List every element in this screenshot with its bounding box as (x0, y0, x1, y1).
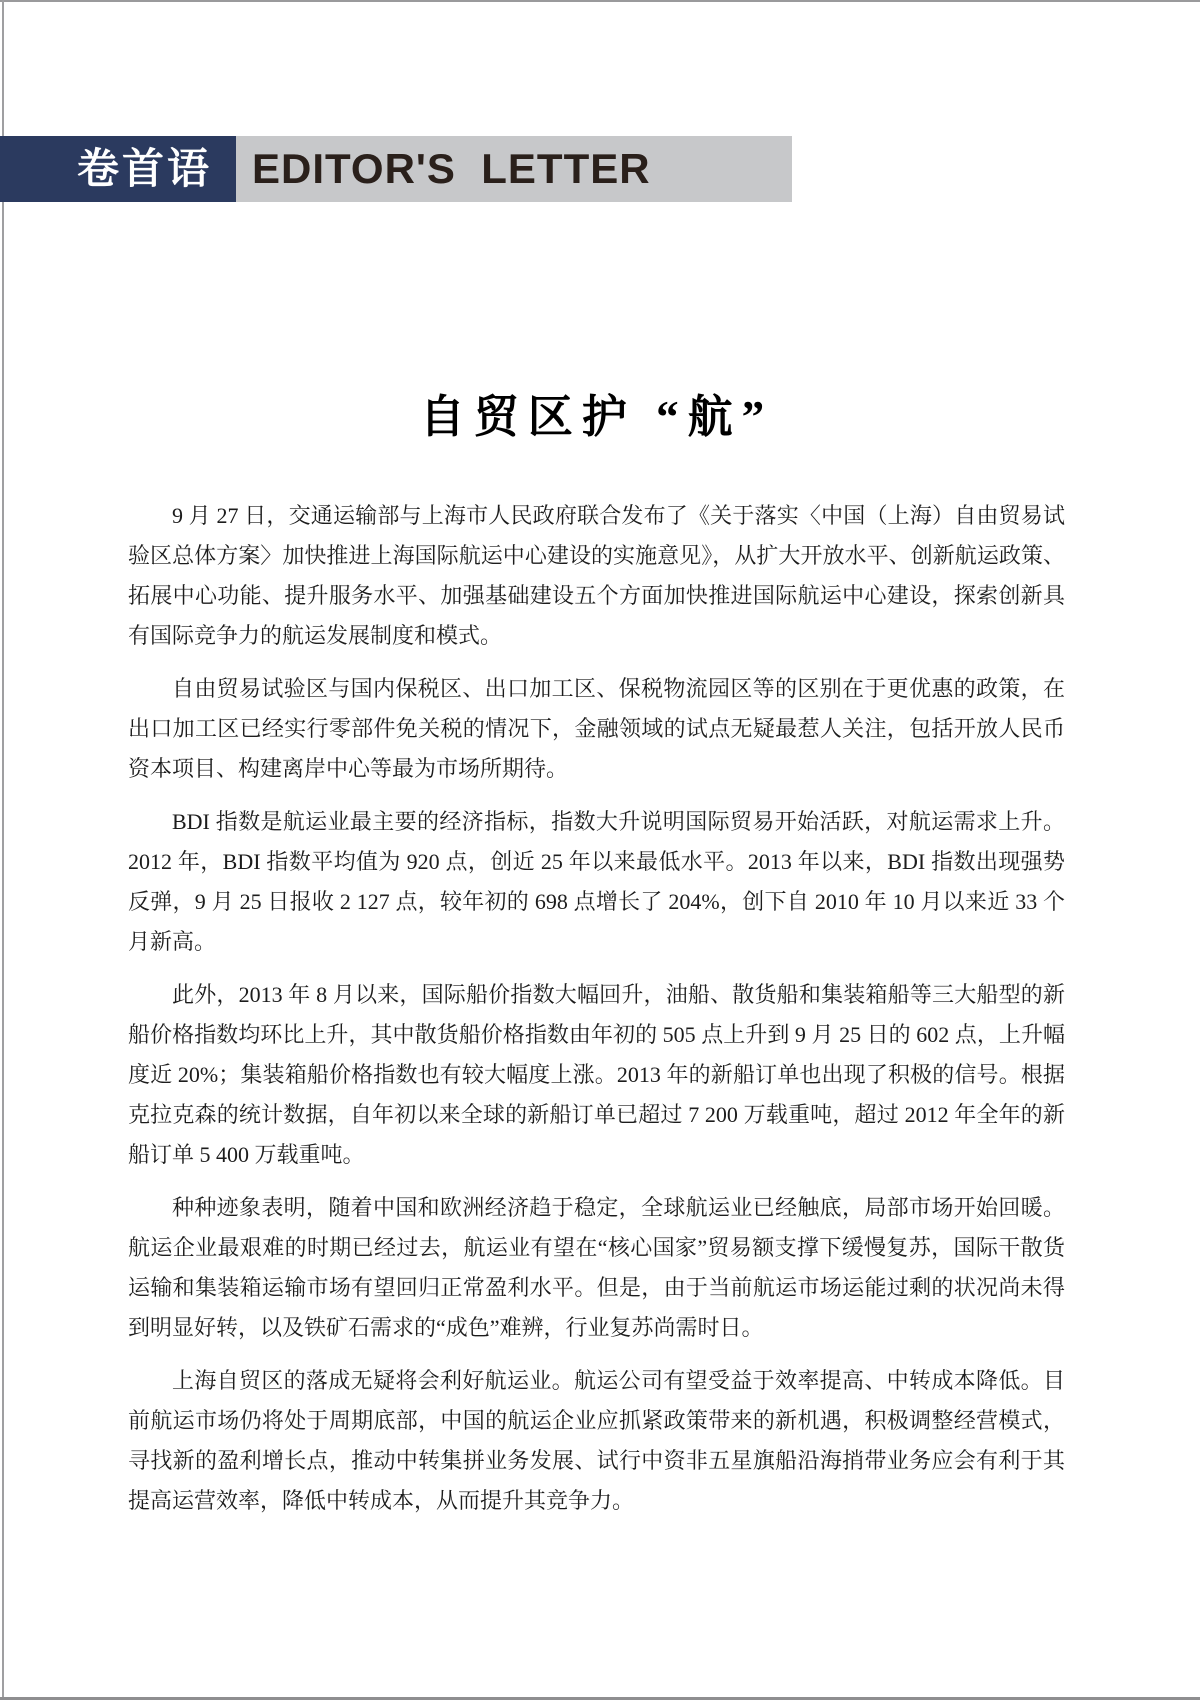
article-paragraph: 上海自贸区的落成无疑将会利好航运业。航运公司有望受益于效率提高、中转成本降低。目前航运市场仍将处于周期底部，中国的航运企业应抓紧政策带来的新机遇，积极调整经营模式，寻找新的盈利增长点，推动中转集拼业务发展、试行中资非五星旗船沿海捎带业务应会有利于其提高运营效率，降低中转成本，从而提升其竞争力。 (128, 1368, 1065, 1513)
section-label-chinese: 卷首语 (0, 136, 236, 202)
section-label-english: EDITOR'S LETTER (236, 136, 792, 202)
article-paragraph: 9 月 27 日，交通运输部与上海市人民政府联合发布了《关于落实〈中国（上海）自由贸易试验区总体方案〉加快推进上海国际航运中心建设的实施意见》，从扩大开放水平、创新航运政策、拓展中心功能、提升服务水平、加强基础建设五个方面加快推进国际航运中心建设，探索创新具有国际竞争力的航运发展制度和模式。 (128, 503, 1065, 648)
section-header-band (0, 136, 792, 202)
page-edge-bottom (0, 1697, 1200, 1700)
article-title: 自贸区护 “航” (419, 392, 774, 442)
page-edge-left (2, 0, 4, 1699)
article-body (128, 496, 1065, 1534)
article-paragraph: 此外，2013 年 8 月以来，国际船价指数大幅回升，油船、散货船和集装箱船等三大船型的新船价格指数均环比上升，其中散货船价格指数由年初的 505 点上升到 9 月 25 日的 602 点，上升幅度近 20%；集装箱船价格指数也有较大幅度上涨。2013 年的新船订单也出现了积极的信号。根据克拉克森的统计数据，自年初以来全球的新船订单已超过 7 200 万载重吨，超过 2012 年全年的新船订单 5 400 万载重吨。 (128, 982, 1065, 1167)
page-edge-top (0, 0, 1200, 2)
article-paragraph: BDI 指数是航运业最主要的经济指标，指数大升说明国际贸易开始活跃，对航运需求上升。2012 年，BDI 指数平均值为 920 点，创近 25 年以来最低水平。2013 年以来，BDI 指数出现强势反弹，9 月 25 日报收 2 127 点，较年初的 698 点增长了 204%，创下自 2010 年 10 月以来近 33 个月新高。 (128, 809, 1065, 954)
article-paragraph: 种种迹象表明，随着中国和欧洲经济趋于稳定，全球航运业已经触底，局部市场开始回暖。航运企业最艰难的时期已经过去，航运业有望在“核心国家”贸易额支撑下缓慢复苏，国际干散货运输和集装箱运输市场有望回归正常盈利水平。但是，由于当前航运市场运能过剩的状况尚未得到明显好转，以及铁矿石需求的“成色”难辨，行业复苏尚需时日。 (128, 1195, 1065, 1340)
article-paragraph: 自由贸易试验区与国内保税区、出口加工区、保税物流园区等的区别在于更优惠的政策，在出口加工区已经实行零部件免关税的情况下，金融领域的试点无疑最惹人关注，包括开放人民币资本项目、构建离岸中心等最为市场所期待。 (128, 676, 1065, 781)
